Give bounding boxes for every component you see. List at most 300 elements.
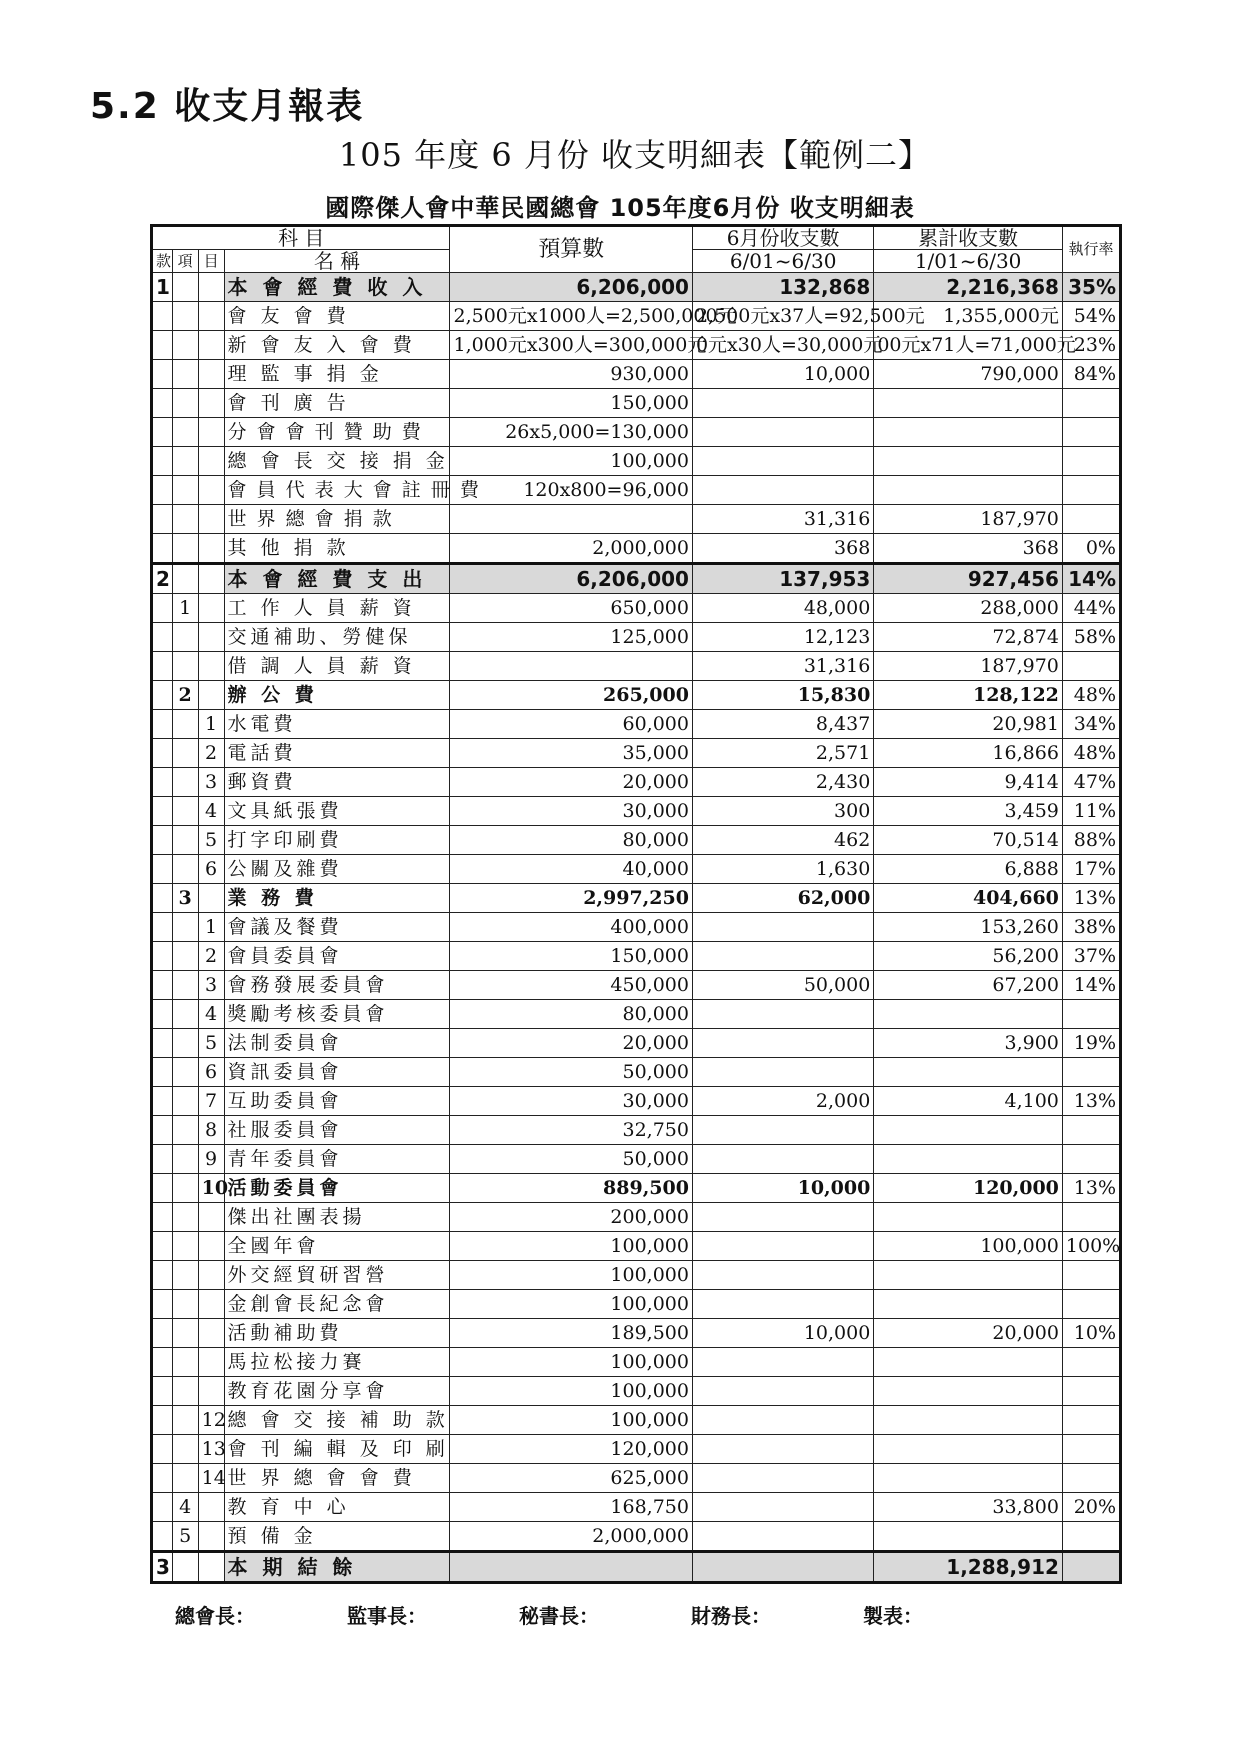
kuan-cell bbox=[152, 1203, 173, 1232]
budget-value: 120x800=96,000 bbox=[450, 476, 692, 505]
cumulative-value: 368 bbox=[874, 534, 1063, 564]
rate-value: 100% bbox=[1062, 1232, 1120, 1261]
header-mu: 目 bbox=[198, 250, 224, 273]
xiang-cell bbox=[172, 1058, 198, 1087]
month-value: 368 bbox=[692, 534, 873, 564]
signature-label: 製表： bbox=[863, 1604, 923, 1628]
cumulative-value: 187,970 bbox=[874, 505, 1063, 534]
kuan-cell bbox=[152, 681, 173, 710]
item-name: 教育花園分享會 bbox=[224, 1377, 450, 1406]
item-name: 預 備 金 bbox=[224, 1522, 450, 1552]
ledger-row bbox=[152, 1000, 1121, 1029]
budget-value: 50,000 bbox=[450, 1058, 692, 1087]
rate-value bbox=[1062, 1058, 1120, 1087]
item-name: 活動補助費 bbox=[224, 1319, 450, 1348]
month-value bbox=[692, 1000, 873, 1029]
ledger-row bbox=[152, 739, 1121, 768]
item-name: 活動委員會 bbox=[224, 1174, 450, 1203]
rate-value: 44% bbox=[1062, 594, 1120, 623]
ledger-row bbox=[152, 447, 1121, 476]
xiang-cell bbox=[172, 1464, 198, 1493]
ledger-row bbox=[152, 1116, 1121, 1145]
mu-cell bbox=[198, 1261, 224, 1290]
mu-cell bbox=[198, 1319, 224, 1348]
rate-value bbox=[1062, 1435, 1120, 1464]
xiang-cell bbox=[172, 302, 198, 331]
month-value bbox=[692, 1552, 873, 1583]
rate-value bbox=[1062, 418, 1120, 447]
ledger-row bbox=[152, 768, 1121, 797]
item-name: 會務發展委員會 bbox=[224, 971, 450, 1000]
ledger-table bbox=[150, 224, 1122, 1584]
kuan-cell bbox=[152, 942, 173, 971]
kuan-cell bbox=[152, 797, 173, 826]
rate-value: 34% bbox=[1062, 710, 1120, 739]
month-value bbox=[692, 1493, 873, 1522]
item-name: 理 監 事 捐 金 bbox=[224, 360, 450, 389]
budget-value: 26x5,000=130,000 bbox=[450, 418, 692, 447]
mu-cell bbox=[198, 360, 224, 389]
kuan-cell bbox=[152, 884, 173, 913]
kuan-cell bbox=[152, 1493, 173, 1522]
xiang-cell bbox=[172, 534, 198, 564]
budget-value: 120,000 bbox=[450, 1435, 692, 1464]
item-name: 會 員 代 表 大 會 註 冊 費 bbox=[224, 476, 450, 505]
cumulative-value bbox=[874, 1377, 1063, 1406]
kuan-cell bbox=[152, 855, 173, 884]
ledger-row bbox=[152, 623, 1121, 652]
kuan-cell bbox=[152, 1319, 173, 1348]
rate-value: 0% bbox=[1062, 534, 1120, 564]
rate-value: 38% bbox=[1062, 913, 1120, 942]
cumulative-value: 1,355,000元 bbox=[874, 302, 1063, 331]
xiang-cell bbox=[172, 564, 198, 594]
mu-cell: 9 bbox=[198, 1145, 224, 1174]
ledger-row bbox=[152, 971, 1121, 1000]
xiang-cell bbox=[172, 1087, 198, 1116]
budget-value: 100,000 bbox=[450, 447, 692, 476]
ledger-row bbox=[152, 1145, 1121, 1174]
mu-cell: 3 bbox=[198, 768, 224, 797]
month-value bbox=[692, 1261, 873, 1290]
mu-cell bbox=[198, 302, 224, 331]
budget-value: 2,000,000 bbox=[450, 1522, 692, 1552]
month-value bbox=[692, 1377, 873, 1406]
xiang-cell bbox=[172, 623, 198, 652]
kuan-cell bbox=[152, 710, 173, 739]
xiang-cell bbox=[172, 1348, 198, 1377]
item-name: 傑出社團表揚 bbox=[224, 1203, 450, 1232]
month-value bbox=[692, 1348, 873, 1377]
month-value: 2,000 bbox=[692, 1087, 873, 1116]
ledger-row bbox=[152, 1348, 1121, 1377]
kuan-cell bbox=[152, 1174, 173, 1203]
item-name: 社服委員會 bbox=[224, 1116, 450, 1145]
mu-cell: 4 bbox=[198, 1000, 224, 1029]
kuan-cell bbox=[152, 1261, 173, 1290]
mu-cell: 13 bbox=[198, 1435, 224, 1464]
kuan-cell bbox=[152, 360, 173, 389]
ledger-row bbox=[152, 302, 1121, 331]
item-name: 互助委員會 bbox=[224, 1087, 450, 1116]
header-rate: 執行率 bbox=[1062, 226, 1120, 273]
month-value: 0元x30人=30,000元 bbox=[692, 331, 873, 360]
xiang-cell bbox=[172, 1377, 198, 1406]
mu-cell: 12 bbox=[198, 1406, 224, 1435]
kuan-cell bbox=[152, 1087, 173, 1116]
item-name: 外交經貿研習營 bbox=[224, 1261, 450, 1290]
rate-value: 84% bbox=[1062, 360, 1120, 389]
budget-value: 35,000 bbox=[450, 739, 692, 768]
month-value bbox=[692, 1406, 873, 1435]
ledger-row bbox=[152, 594, 1121, 623]
item-name: 資訊委員會 bbox=[224, 1058, 450, 1087]
xiang-cell: 2 bbox=[172, 681, 198, 710]
kuan-cell bbox=[152, 1145, 173, 1174]
budget-value: 125,000 bbox=[450, 623, 692, 652]
rate-value: 47% bbox=[1062, 768, 1120, 797]
ledger-row bbox=[152, 1174, 1121, 1203]
kuan-cell bbox=[152, 623, 173, 652]
signature-label: 秘書長： bbox=[519, 1604, 599, 1628]
item-name: 打字印刷費 bbox=[224, 826, 450, 855]
cumulative-value: 6,888 bbox=[874, 855, 1063, 884]
header-cumulative: 累計收支數 bbox=[874, 226, 1063, 250]
cumulative-value: 16,866 bbox=[874, 739, 1063, 768]
ledger-row bbox=[152, 331, 1121, 360]
xiang-cell bbox=[172, 1290, 198, 1319]
cumulative-value bbox=[874, 1464, 1063, 1493]
mu-cell bbox=[198, 534, 224, 564]
signature-label: 監事長： bbox=[347, 1604, 427, 1628]
kuan-cell bbox=[152, 1116, 173, 1145]
cumulative-value bbox=[874, 1261, 1063, 1290]
cumulative-value: 33,800 bbox=[874, 1493, 1063, 1522]
item-name: 郵資費 bbox=[224, 768, 450, 797]
rate-value: 10% bbox=[1062, 1319, 1120, 1348]
month-value bbox=[692, 1522, 873, 1552]
kuan-cell bbox=[152, 594, 173, 623]
cumulative-value: 56,200 bbox=[874, 942, 1063, 971]
month-value bbox=[692, 942, 873, 971]
month-value: 1,630 bbox=[692, 855, 873, 884]
month-value: 2,430 bbox=[692, 768, 873, 797]
header-budget: 預算數 bbox=[450, 226, 692, 273]
ledger-row bbox=[152, 1522, 1121, 1552]
ledger-row bbox=[152, 1319, 1121, 1348]
kuan-cell bbox=[152, 1406, 173, 1435]
xiang-cell: 3 bbox=[172, 884, 198, 913]
kuan-cell bbox=[152, 1377, 173, 1406]
xiang-cell bbox=[172, 1261, 198, 1290]
cumulative-value: 128,122 bbox=[874, 681, 1063, 710]
ledger-row bbox=[152, 1203, 1121, 1232]
kuan-cell bbox=[152, 418, 173, 447]
ledger-row bbox=[152, 1406, 1121, 1435]
ledger-row bbox=[152, 1464, 1121, 1493]
header-row-1 bbox=[152, 226, 1121, 250]
kuan-cell bbox=[152, 1000, 173, 1029]
item-name: 世 界 總 會 捐 款 bbox=[224, 505, 450, 534]
rate-value: 13% bbox=[1062, 1174, 1120, 1203]
item-name: 獎勵考核委員會 bbox=[224, 1000, 450, 1029]
month-value: 31,316 bbox=[692, 652, 873, 681]
header-cumulative-range: 1/01~6/30 bbox=[874, 250, 1063, 273]
kuan-cell bbox=[152, 302, 173, 331]
cumulative-value bbox=[874, 1348, 1063, 1377]
mu-cell: 14 bbox=[198, 1464, 224, 1493]
item-name: 分 會 會 刊 贊 助 費 bbox=[224, 418, 450, 447]
mu-cell: 6 bbox=[198, 855, 224, 884]
ledger-row bbox=[152, 1232, 1121, 1261]
budget-value: 20,000 bbox=[450, 768, 692, 797]
cumulative-value: 00元x71人=71,000元 bbox=[874, 331, 1063, 360]
item-name: 工 作 人 員 薪 資 bbox=[224, 594, 450, 623]
cumulative-value: 404,660 bbox=[874, 884, 1063, 913]
rate-value bbox=[1062, 505, 1120, 534]
xiang-cell bbox=[172, 1203, 198, 1232]
xiang-cell bbox=[172, 739, 198, 768]
kuan-cell bbox=[152, 1232, 173, 1261]
budget-value: 60,000 bbox=[450, 710, 692, 739]
month-value: 462 bbox=[692, 826, 873, 855]
header-month: 6月份收支數 bbox=[692, 226, 873, 250]
ledger-row bbox=[152, 1087, 1121, 1116]
mu-cell: 3 bbox=[198, 971, 224, 1000]
rate-value bbox=[1062, 1000, 1120, 1029]
ledger-row bbox=[152, 855, 1121, 884]
mu-cell bbox=[198, 1377, 224, 1406]
month-value: 31,316 bbox=[692, 505, 873, 534]
cumulative-value bbox=[874, 1203, 1063, 1232]
ledger-row bbox=[152, 1377, 1121, 1406]
month-value: 12,123 bbox=[692, 623, 873, 652]
budget-value: 400,000 bbox=[450, 913, 692, 942]
month-value bbox=[692, 913, 873, 942]
item-name: 會 友 會 費 bbox=[224, 302, 450, 331]
cumulative-value: 2,216,368 bbox=[874, 273, 1063, 302]
month-value: 137,953 bbox=[692, 564, 873, 594]
header-kuan: 款 bbox=[152, 250, 173, 273]
mu-cell bbox=[198, 1522, 224, 1552]
item-name: 金創會長紀念會 bbox=[224, 1290, 450, 1319]
ledger-row bbox=[152, 534, 1121, 564]
month-value bbox=[692, 476, 873, 505]
rate-value: 19% bbox=[1062, 1029, 1120, 1058]
rate-value bbox=[1062, 1348, 1120, 1377]
rate-value: 11% bbox=[1062, 797, 1120, 826]
month-value bbox=[692, 1435, 873, 1464]
xiang-cell bbox=[172, 1319, 198, 1348]
budget-value: 889,500 bbox=[450, 1174, 692, 1203]
rate-value bbox=[1062, 476, 1120, 505]
kuan-cell: 2 bbox=[152, 564, 173, 594]
cumulative-value: 187,970 bbox=[874, 652, 1063, 681]
xiang-cell bbox=[172, 505, 198, 534]
kuan-cell bbox=[152, 476, 173, 505]
rate-value: 14% bbox=[1062, 971, 1120, 1000]
mu-cell bbox=[198, 273, 224, 302]
cumulative-value: 1,288,912 bbox=[874, 1552, 1063, 1583]
month-value: 10,000 bbox=[692, 1174, 873, 1203]
budget-value: 100,000 bbox=[450, 1290, 692, 1319]
ledger-row bbox=[152, 1029, 1121, 1058]
xiang-cell: 4 bbox=[172, 1493, 198, 1522]
item-name: 業 務 費 bbox=[224, 884, 450, 913]
budget-value: 80,000 bbox=[450, 826, 692, 855]
rate-value: 37% bbox=[1062, 942, 1120, 971]
kuan-cell bbox=[152, 826, 173, 855]
month-value bbox=[692, 418, 873, 447]
rate-value bbox=[1062, 1464, 1120, 1493]
rate-value bbox=[1062, 1203, 1120, 1232]
cumulative-value bbox=[874, 1000, 1063, 1029]
budget-value: 2,997,250 bbox=[450, 884, 692, 913]
ledger-row bbox=[152, 681, 1121, 710]
rate-value: 48% bbox=[1062, 681, 1120, 710]
kuan-cell bbox=[152, 331, 173, 360]
item-name: 水電費 bbox=[224, 710, 450, 739]
mu-cell bbox=[198, 389, 224, 418]
kuan-cell bbox=[152, 768, 173, 797]
kuan-cell bbox=[152, 447, 173, 476]
rate-value: 58% bbox=[1062, 623, 1120, 652]
cumulative-value bbox=[874, 447, 1063, 476]
budget-value: 625,000 bbox=[450, 1464, 692, 1493]
mu-cell bbox=[198, 681, 224, 710]
rate-value: 35% bbox=[1062, 273, 1120, 302]
header-subject: 科 目 bbox=[152, 226, 450, 250]
item-name: 世 界 總 會 會 費 bbox=[224, 1464, 450, 1493]
xiang-cell bbox=[172, 913, 198, 942]
item-name: 全國年會 bbox=[224, 1232, 450, 1261]
rate-value bbox=[1062, 1377, 1120, 1406]
budget-value: 100,000 bbox=[450, 1348, 692, 1377]
ledger-row bbox=[152, 418, 1121, 447]
budget-value: 189,500 bbox=[450, 1319, 692, 1348]
ledger-row bbox=[152, 564, 1121, 594]
mu-cell bbox=[198, 1552, 224, 1583]
budget-value bbox=[450, 505, 692, 534]
rate-value: 20% bbox=[1062, 1493, 1120, 1522]
cumulative-value: 4,100 bbox=[874, 1087, 1063, 1116]
kuan-cell bbox=[152, 534, 173, 564]
rate-value: 13% bbox=[1062, 1087, 1120, 1116]
section-title: 5.2 收支月報表 bbox=[90, 86, 365, 127]
xiang-cell bbox=[172, 1000, 198, 1029]
ledger-row bbox=[152, 1552, 1121, 1583]
budget-value: 450,000 bbox=[450, 971, 692, 1000]
item-name: 總 會 交 接 補 助 款 bbox=[224, 1406, 450, 1435]
budget-value: 80,000 bbox=[450, 1000, 692, 1029]
item-name: 借 調 人 員 薪 資 bbox=[224, 652, 450, 681]
rate-value: 48% bbox=[1062, 739, 1120, 768]
rate-value bbox=[1062, 1261, 1120, 1290]
xiang-cell bbox=[172, 360, 198, 389]
xiang-cell bbox=[172, 331, 198, 360]
xiang-cell bbox=[172, 418, 198, 447]
month-value: 15,830 bbox=[692, 681, 873, 710]
rate-value bbox=[1062, 1406, 1120, 1435]
rate-value: 14% bbox=[1062, 564, 1120, 594]
cumulative-value: 100,000 bbox=[874, 1232, 1063, 1261]
cumulative-value bbox=[874, 418, 1063, 447]
kuan-cell bbox=[152, 1058, 173, 1087]
cumulative-value bbox=[874, 1116, 1063, 1145]
xiang-cell bbox=[172, 273, 198, 302]
kuan-cell bbox=[152, 971, 173, 1000]
item-name: 會 刊 編 輯 及 印 刷 bbox=[224, 1435, 450, 1464]
mu-cell bbox=[198, 1203, 224, 1232]
kuan-cell bbox=[152, 739, 173, 768]
rate-value: 13% bbox=[1062, 884, 1120, 913]
xiang-cell bbox=[172, 768, 198, 797]
ledger-row bbox=[152, 884, 1121, 913]
budget-value: 20,000 bbox=[450, 1029, 692, 1058]
month-value bbox=[692, 1029, 873, 1058]
rate-value bbox=[1062, 652, 1120, 681]
ledger-row bbox=[152, 652, 1121, 681]
xiang-cell bbox=[172, 1145, 198, 1174]
item-name: 教 育 中 心 bbox=[224, 1493, 450, 1522]
header-month-range: 6/01~6/30 bbox=[692, 250, 873, 273]
xiang-cell bbox=[172, 1406, 198, 1435]
budget-value: 150,000 bbox=[450, 942, 692, 971]
budget-value: 2,500元x1000人=2,500,000元 bbox=[450, 302, 692, 331]
month-value: 132,868 bbox=[692, 273, 873, 302]
item-name: 本 期 結 餘 bbox=[224, 1552, 450, 1583]
budget-value: 650,000 bbox=[450, 594, 692, 623]
month-value: 2,500元x37人=92,500元 bbox=[692, 302, 873, 331]
mu-cell bbox=[198, 331, 224, 360]
cumulative-value bbox=[874, 1145, 1063, 1174]
kuan-cell bbox=[152, 1348, 173, 1377]
ledger-row bbox=[152, 273, 1121, 302]
month-value bbox=[692, 1058, 873, 1087]
ledger-row bbox=[152, 505, 1121, 534]
mu-cell: 2 bbox=[198, 942, 224, 971]
xiang-cell: 5 bbox=[172, 1522, 198, 1552]
mu-cell: 7 bbox=[198, 1087, 224, 1116]
xiang-cell bbox=[172, 855, 198, 884]
cumulative-value: 790,000 bbox=[874, 360, 1063, 389]
xiang-cell bbox=[172, 447, 198, 476]
mu-cell bbox=[198, 652, 224, 681]
month-value: 10,000 bbox=[692, 1319, 873, 1348]
cumulative-value: 3,459 bbox=[874, 797, 1063, 826]
header-xiang: 項 bbox=[172, 250, 198, 273]
cumulative-value: 120,000 bbox=[874, 1174, 1063, 1203]
mu-cell: 5 bbox=[198, 1029, 224, 1058]
item-name: 文具紙張費 bbox=[224, 797, 450, 826]
cumulative-value bbox=[874, 389, 1063, 418]
xiang-cell bbox=[172, 1029, 198, 1058]
month-value bbox=[692, 1203, 873, 1232]
cumulative-value: 288,000 bbox=[874, 594, 1063, 623]
kuan-cell bbox=[152, 1435, 173, 1464]
budget-value: 6,206,000 bbox=[450, 564, 692, 594]
mu-cell: 1 bbox=[198, 710, 224, 739]
kuan-cell bbox=[152, 1522, 173, 1552]
signature-label: 總會長： bbox=[175, 1604, 255, 1628]
ledger-row bbox=[152, 360, 1121, 389]
mu-cell: 2 bbox=[198, 739, 224, 768]
mu-cell bbox=[198, 505, 224, 534]
ledger-row bbox=[152, 1493, 1121, 1522]
rate-value: 88% bbox=[1062, 826, 1120, 855]
xiang-cell bbox=[172, 710, 198, 739]
budget-value: 930,000 bbox=[450, 360, 692, 389]
